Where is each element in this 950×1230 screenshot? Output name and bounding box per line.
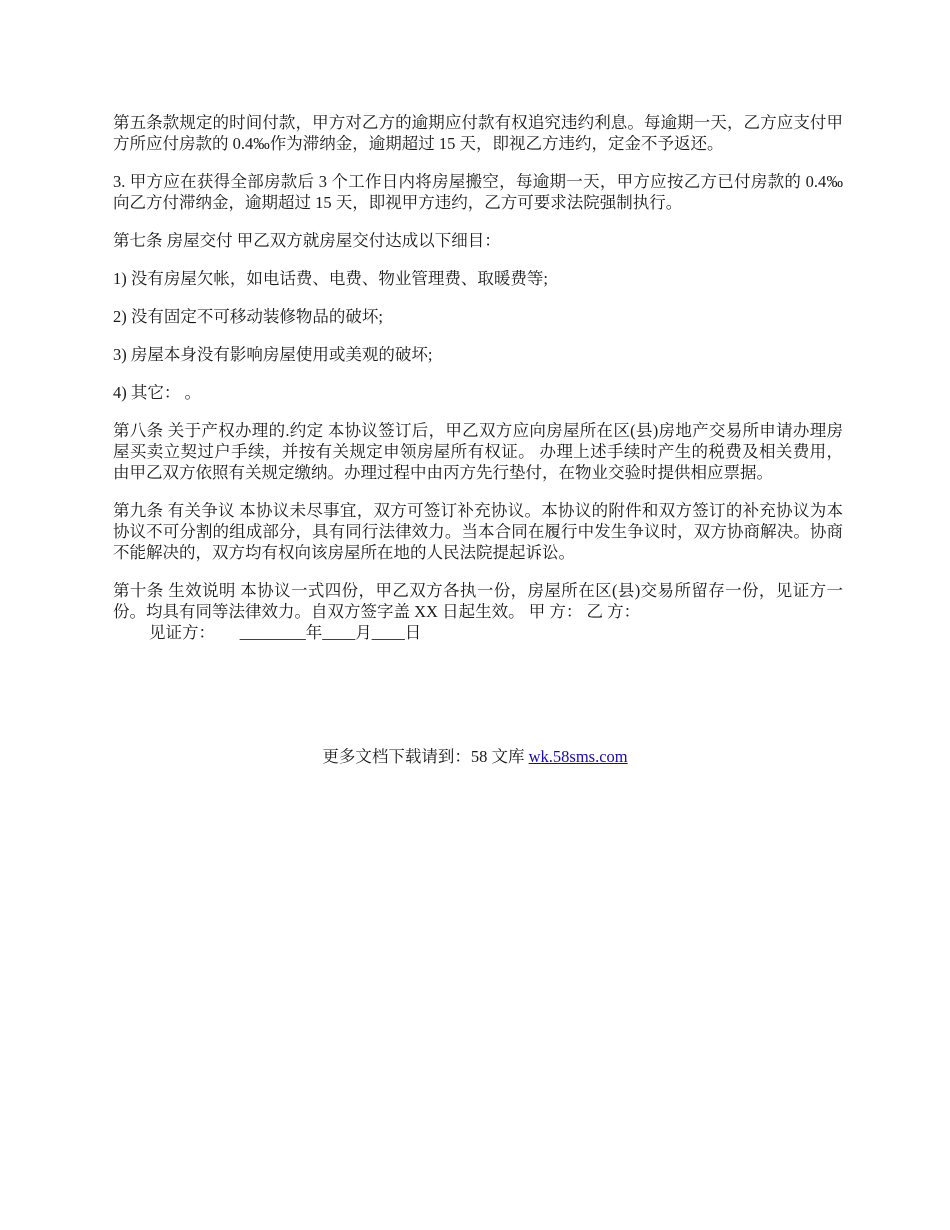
paragraph-article-9: 第九条 有关争议 本协议未尽事宜，双方可签订补充协议。本协议的附件和双方签订的补充协议为本协议不可分割的组成部分，具有同行法律效力。当本合同在履行中发生争议时，双方协商解决。协商不能解决的，双方均有权向该房屋所在地的人民法院提起诉讼。	[113, 501, 843, 562]
list-item-2: 2) 没有固定不可移动装修物品的破坏;	[113, 307, 383, 326]
footer-link[interactable]: wk.58sms.com	[528, 747, 628, 766]
paragraph-article-5-continued: 第五条款规定的时间付款，甲方对乙方的逾期应付款有权追究违约利息。每逾期一天，乙方应支付甲方所应付房款的 0.4‰作为滞纳金，逾期超过 15 天，即视乙方违约，定金不予返还。	[113, 113, 843, 153]
list-item-4: 4) 其它： 。	[113, 383, 201, 402]
paragraph-article-8: 第八条 关于产权办理的.约定 本协议签订后，甲乙双方应向房屋所在区(县)房地产交易所申请办理房屋买卖立契过户手续，并按有关规定申领房屋所有权证。 办理上述手续时产生的税费及相关费用，由甲乙双方依照有关规定缴纳。办理过程中由丙方先行垫付，在物业交验时提供相应票据。	[113, 421, 843, 482]
list-item-3: 3) 房屋本身没有影响房屋使用或美观的破坏;	[113, 345, 433, 364]
paragraph-article-10	[113, 580, 843, 643]
list-item-1: 1) 没有房屋欠帐，如电话费、电费、物业管理费、取暖费等;	[113, 269, 548, 288]
paragraph-article-7: 第七条 房屋交付 甲乙双方就房屋交付达成以下细目：	[113, 231, 501, 250]
footer	[0, 746, 950, 767]
witness-signature-line: 见证方： ________年____月____日	[149, 623, 422, 642]
document-body	[113, 112, 843, 643]
article-10-text: 第十条 生效说明 本协议一式四份，甲乙双方各执一份，房屋所在区(县)交易所留存一份，见证方一份。均具有同等法律效力。自双方签字盖 XX 日起生效。 甲 方： 乙 方：	[113, 581, 843, 621]
paragraph-clause-3: 3. 甲方应在获得全部房款后 3 个工作日内将房屋搬空，每逾期一天，甲方应按乙方已付房款的 0.4‰向乙方付滞纳金，逾期超过 15 天，即视甲方违约，乙方可要求法院强制执行。	[113, 172, 843, 212]
footer-prefix: 更多文档下载请到：58 文库	[322, 747, 529, 766]
